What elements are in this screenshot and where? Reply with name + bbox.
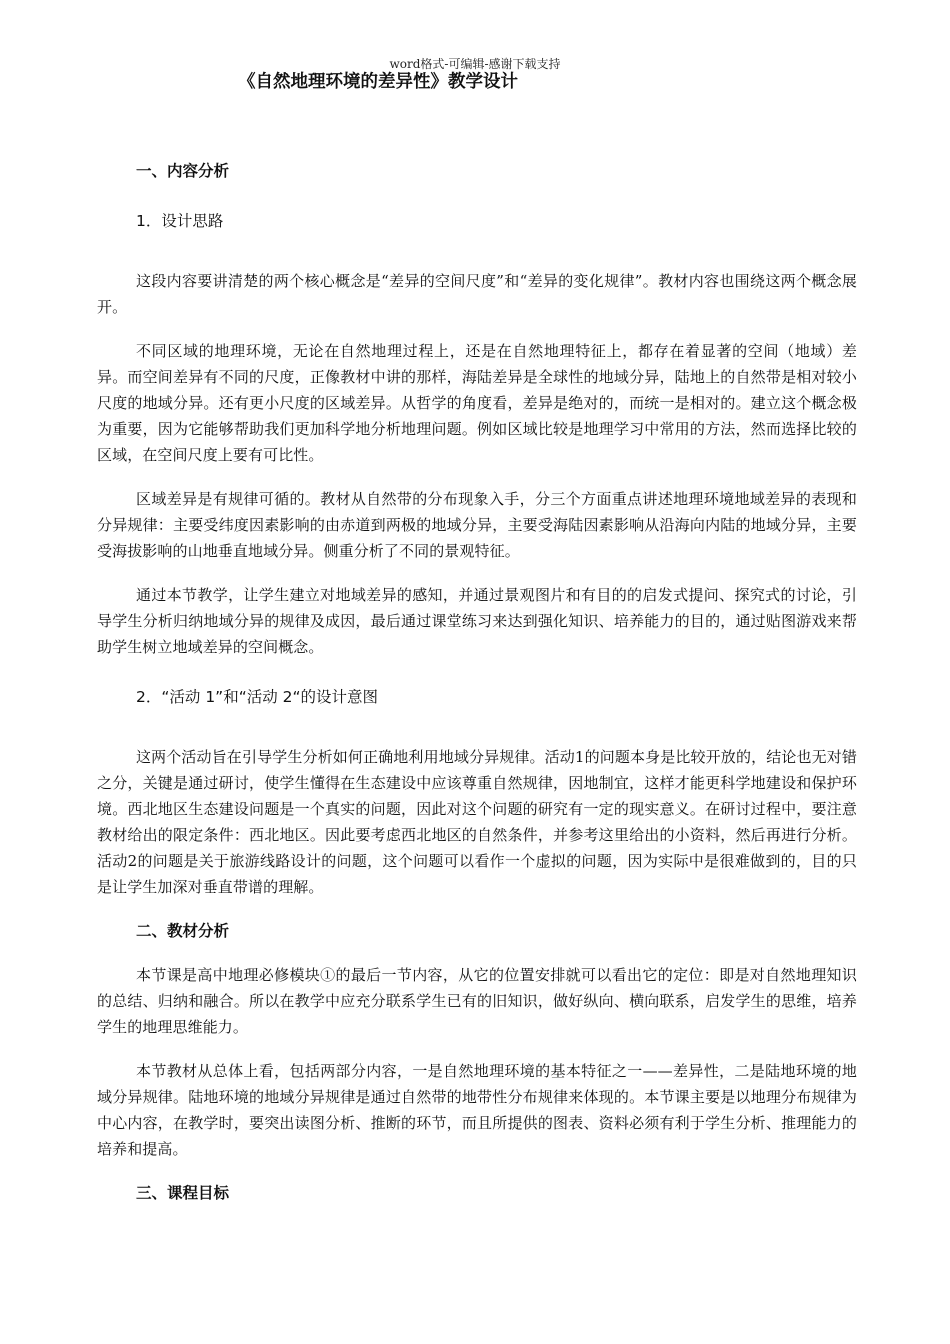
paragraph: 这段内容要讲清楚的两个核心概念是“差异的空间尺度”和“差异的变化规律”。教材内容也围绕这两个概念展开。	[97, 272, 857, 316]
paragraph: 本节教材从总体上看，包括两部分内容，一是自然地理环境的基本特征之一——差异性，二是陆地环境的地域分异规律。陆地环境的地域分异规律是通过自然带的地带性分布规律来体现的。本节课主要是以地理分布规律为中心内容，在教学时，要突出读图分析、推断的环节，而且所提供的图表、资料必须有利于学生分析、推理能力的培养和提高。	[97, 1062, 857, 1158]
document-title: 《自然地理环境的差异性》教学设计	[238, 72, 518, 92]
section-heading-content-analysis: 一、内容分析	[136, 162, 230, 180]
section-heading-textbook-analysis: 二、教材分析	[136, 922, 230, 940]
paragraph: 通过本节教学，让学生建立对地域差异的感知，并通过景观图片和有目的的启发式提问、探究式的讨论，引导学生分析归纳地域分异的规律及成因，最后通过课堂练习来达到强化知识、培养能力的目的，通过贴图游戏来帮助学生树立地域差异的空间概念。	[97, 586, 857, 656]
subheading-activity-intent: 2．“活动 1”和“活动 2“的设计意图	[136, 688, 379, 706]
paragraph: 本节课是高中地理必修模块①的最后一节内容，从它的位置安排就可以看出它的定位：即是对自然地理知识的总结、归纳和融合。所以在教学中应充分联系学生已有的旧知识，做好纵向、横向联系，启发学生的思维，培养学生的地理思维能力。	[97, 966, 857, 1036]
paragraph: 区域差异是有规律可循的。教材从自然带的分布现象入手，分三个方面重点讲述地理环境地域差异的表现和分异规律：主要受纬度因素影响的由赤道到两极的地域分异，主要受海陆因素影响从沿海向内陆的地域分异，主要受海拔影响的山地垂直地域分异。侧重分析了不同的景观特征。	[97, 490, 857, 560]
paragraph: 不同区域的地理环境，无论在自然地理过程上，还是在自然地理特征上，都存在着显著的空间（地域）差异。而空间差异有不同的尺度，正像教材中讲的那样，海陆差异是全球性的地域分异，陆地上的自然带是相对较小尺度的地域分异。还有更小尺度的区域差异。从哲学的角度看，差异是绝对的，而统一是相对的。建立这个概念极为重要，因为它能够帮助我们更加科学地分析地理问题。例如区域比较是地理学习中常用的方法，然而选择比较的区域，在空间尺度上要有可比性。	[97, 342, 857, 464]
subheading-design-idea: 1．设计思路	[136, 212, 224, 230]
paragraph: 这两个活动旨在引导学生分析如何正确地利用地域分异规律。活动1的问题本身是比较开放的，结论也无对错之分，关键是通过研讨，使学生懂得在生态建设中应该尊重自然规律，因地制宜，这样才能更科学地建设和保护环境。西北地区生态建设问题是一个真实的问题，因此对这个问题的研究有一定的现实意义。在研讨过程中，要注意教材给出的限定条件：西北地区。因此要考虑西北地区的自然条件，并参考这里给出的小资料，然后再进行分析。活动2的问题是关于旅游线路设计的问题，这个问题可以看作一个虚拟的问题，因为实际中是很难做到的，目的只是让学生加深对垂直带谱的理解。	[97, 748, 857, 896]
section-heading-course-goals: 三、课程目标	[136, 1184, 230, 1202]
header-note: word格式-可编辑-感谢下载支持	[389, 57, 561, 71]
